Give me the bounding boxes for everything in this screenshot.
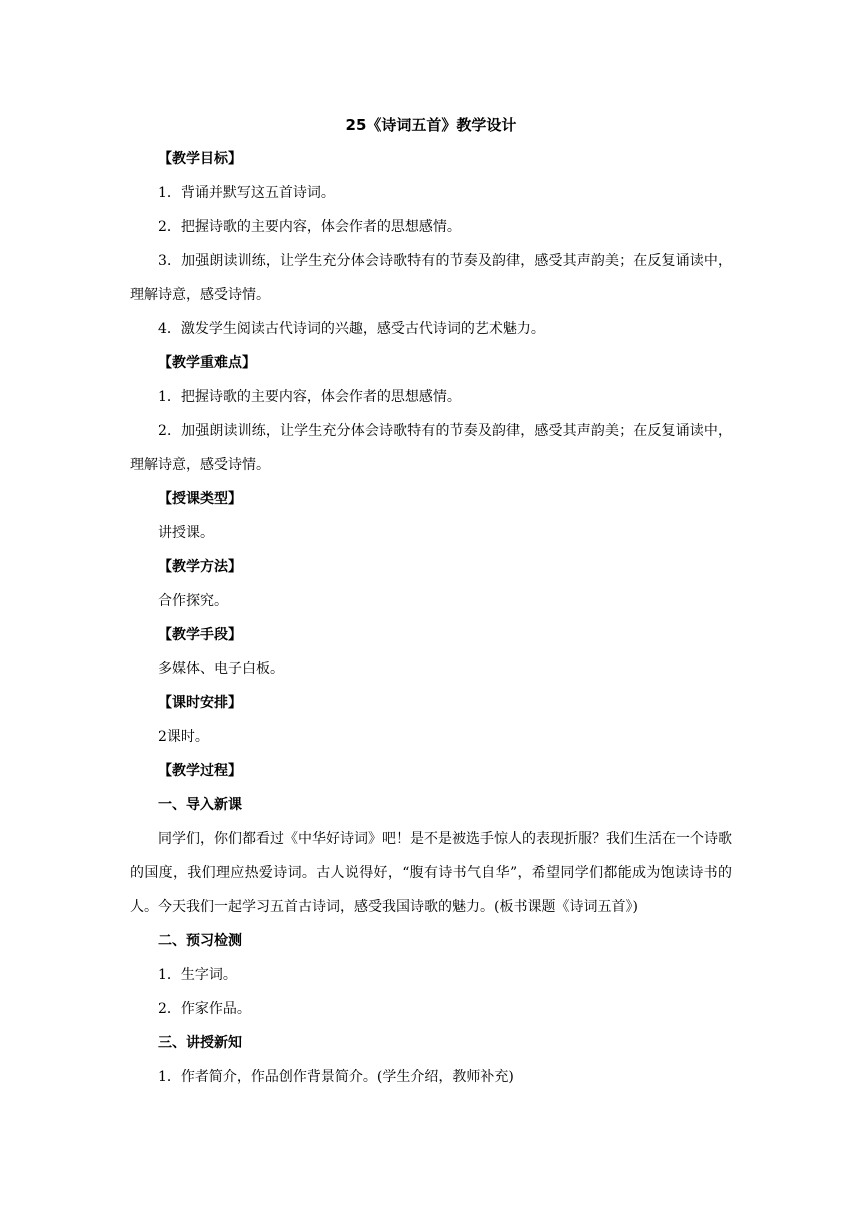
- subheading-introduction: 一、导入新课: [158, 797, 242, 813]
- subheading-new-knowledge: 三、讲授新知: [158, 1035, 242, 1051]
- section-heading-lesson-type: 【授课类型】: [158, 491, 242, 507]
- section-heading-schedule: 【课时安排】: [158, 695, 242, 711]
- objective-item-1: 1．背诵并默写这五首诗词。: [158, 185, 335, 201]
- objective-item-2: 2．把握诗歌的主要内容，体会作者的思想感情。: [158, 219, 461, 235]
- lesson-type-text: 讲授课。: [158, 525, 214, 541]
- section-heading-means: 【教学手段】: [158, 627, 242, 643]
- method-text: 合作探究。: [158, 593, 228, 609]
- document-page: [130, 108, 732, 1094]
- section-heading-key-points: 【教学重难点】: [158, 355, 256, 371]
- schedule-text: 2课时。: [158, 729, 209, 745]
- section-heading-process: 【教学过程】: [158, 763, 242, 779]
- key-point-item-1: 1．把握诗歌的主要内容，体会作者的思想感情。: [158, 389, 461, 405]
- objective-item-3: 3．加强朗读训练，让学生充分体会诗歌特有的节奏及韵律，感受其声韵美；在反复诵读中，理解诗意，感受诗情。: [130, 253, 732, 303]
- preview-item-2: 2．作家作品。: [158, 1001, 251, 1017]
- introduction-text: 同学们，你们都看过《中华好诗词》吧！是不是被选手惊人的表现折服？我们生活在一个诗歌的国度，我们理应热爱诗词。古人说得好，“腹有诗书气自华”，希望同学们都能成为饱读诗书的人。今天我们一起学习五首古诗词，感受我国诗歌的魅力。(板书课题《诗词五首》): [130, 831, 732, 915]
- document-title: 25《诗词五首》教学设计: [345, 116, 517, 134]
- new-knowledge-item-1: 1．作者简介，作品创作背景简介。(学生介绍，教师补充): [158, 1069, 514, 1085]
- preview-item-1: 1．生字词。: [158, 967, 237, 983]
- objective-item-4: 4．激发学生阅读古代诗词的兴趣，感受古代诗词的艺术魅力。: [158, 321, 545, 337]
- means-text: 多媒体、电子白板。: [158, 661, 284, 677]
- section-heading-method: 【教学方法】: [158, 559, 242, 575]
- key-point-item-2: 2．加强朗读训练，让学生充分体会诗歌特有的节奏及韵律，感受其声韵美；在反复诵读中，理解诗意，感受诗情。: [130, 423, 732, 473]
- subheading-preview-check: 二、预习检测: [158, 933, 242, 949]
- section-heading-objectives: 【教学目标】: [158, 151, 242, 167]
